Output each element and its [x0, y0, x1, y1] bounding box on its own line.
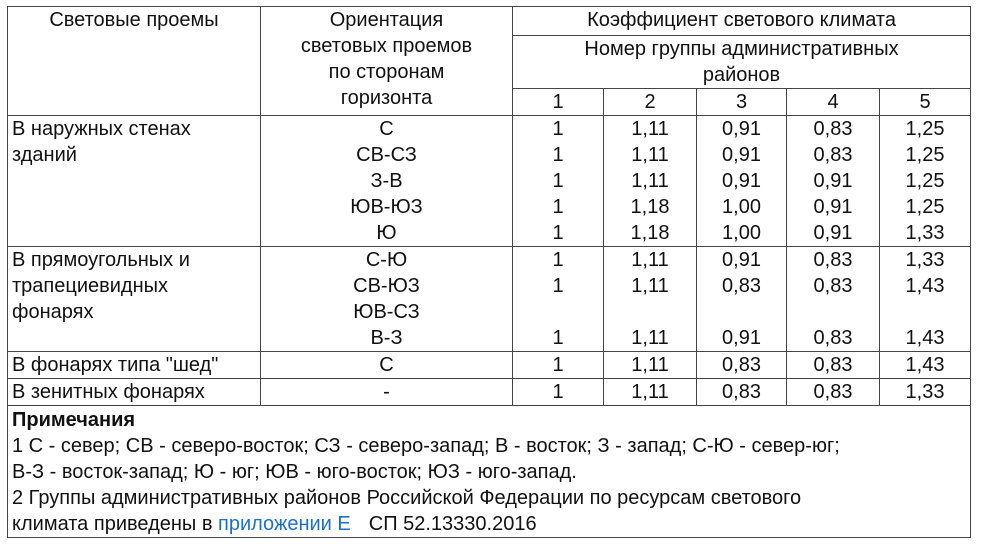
coefficient-value: 1,11: [631, 144, 669, 166]
header-group-number: [513, 36, 971, 89]
table-container: [7, 6, 970, 543]
group-5-values: [880, 352, 971, 379]
section-name-line: фонарях: [12, 301, 94, 323]
group-1-values: [513, 116, 604, 247]
orientation-value: З-В: [370, 170, 403, 192]
header-coefficient: [513, 7, 971, 36]
coefficient-value: 0,83: [722, 381, 761, 403]
coefficient-value: [604, 299, 696, 325]
group-3-values: [697, 116, 787, 247]
group-1-values: [513, 379, 604, 406]
coefficient-value: 1: [552, 222, 564, 244]
coefficient-value: 0,91: [722, 249, 761, 271]
coefficient-value: 1,11: [631, 354, 669, 376]
orientation-value: СВ-ЮЗ: [353, 275, 420, 297]
orientation-value: ЮВ-СЗ: [353, 301, 420, 323]
orientation-value: В-З: [370, 327, 403, 349]
orientation-cell: [261, 116, 513, 247]
group-3-values: [697, 247, 787, 352]
coefficient-value: 1: [552, 170, 564, 192]
coefficient-value: 1,18: [630, 222, 670, 244]
group-5-values: [880, 247, 971, 352]
section-name-line: В прямоугольных и: [12, 249, 190, 271]
group-4-values: [787, 116, 880, 247]
coefficient-value: 1,00: [722, 196, 761, 218]
section-name-line: В зенитных фонарях: [12, 381, 205, 403]
coefficient-value: 1,43: [905, 275, 945, 297]
group-2-values: [604, 352, 697, 379]
appendix-e-link[interactable]: приложении Е: [218, 513, 351, 535]
coefficient-value: 1,25: [905, 118, 945, 140]
coefficient-value: 0,91: [722, 327, 761, 349]
group-4-values: [787, 247, 880, 352]
coefficient-value: 1,00: [722, 222, 761, 244]
coefficient-value: 1,11: [631, 118, 669, 140]
coefficient-value: 1,43: [905, 354, 945, 376]
coefficient-value: [513, 299, 603, 325]
section-name-line: зданий: [12, 144, 77, 166]
coefficient-value: 0,83: [813, 118, 853, 140]
orientation-value: С: [379, 118, 394, 140]
coefficient-value: 0,91: [813, 196, 853, 218]
coefficient-value: 1: [552, 196, 564, 218]
coefficient-value: 1: [552, 354, 564, 376]
coefficient-value: 0,91: [813, 170, 853, 192]
coefficient-value: 1,25: [905, 144, 945, 166]
section-name-exterior-walls: [8, 116, 261, 247]
coefficient-value: 1,33: [905, 381, 945, 403]
coefficient-value: 1,11: [631, 381, 669, 403]
group-2-values: [604, 116, 697, 247]
coefficient-value: 1,25: [905, 170, 945, 192]
group-5-values: [880, 379, 971, 406]
coefficient-value: 0,91: [722, 118, 761, 140]
header-group-line: районов: [702, 64, 781, 86]
orientation-value: ЮВ-ЮЗ: [350, 196, 423, 218]
section-name-line: трапециевидных: [12, 275, 168, 297]
section-name-line: В наружных стенах: [12, 118, 191, 140]
table-row: [8, 247, 971, 352]
notes-cell: [8, 406, 971, 538]
notes-line-with-link: [12, 511, 970, 537]
header-group-5: 5: [880, 89, 971, 116]
header-orientation-line: горизонта: [340, 87, 433, 109]
orientation-cell: [261, 379, 513, 406]
coefficient-value: 0,83: [722, 275, 761, 297]
table-row: [8, 352, 971, 379]
coefficient-value: 1,11: [631, 249, 669, 271]
coefficient-value: 0,83: [813, 144, 853, 166]
coefficient-value: [880, 299, 970, 325]
orientation-value: СВ-СЗ: [356, 144, 417, 166]
group-4-values: [787, 352, 880, 379]
coefficient-value: [787, 299, 879, 325]
light-climate-table: [7, 6, 971, 538]
orientation-cell: [261, 352, 513, 379]
coefficient-value: 1,18: [630, 196, 670, 218]
group-1-values: [513, 352, 604, 379]
coefficient-value: 1,33: [905, 249, 945, 271]
orientation-value: -: [383, 381, 390, 403]
section-name-shed-skylights: [8, 352, 261, 379]
section-name-zenith-skylights: [8, 379, 261, 406]
coefficient-value: 1: [552, 144, 564, 166]
header-orientation-line: по сторонам: [328, 61, 445, 83]
coefficient-value: 1,43: [905, 327, 945, 349]
group-2-values: [604, 247, 697, 352]
header-group-2: 2: [604, 89, 697, 116]
header-group-1: 1: [513, 89, 604, 116]
coefficient-value: 0,91: [722, 170, 761, 192]
header-orientation-line: Ориентация: [329, 9, 444, 31]
coefficient-value: 0,83: [813, 354, 853, 376]
header-light-openings: [8, 7, 261, 116]
table-row: [8, 116, 971, 247]
orientation-cell: [261, 247, 513, 352]
coefficient-value: 1,25: [905, 196, 945, 218]
coefficient-value: 1,11: [631, 275, 669, 297]
group-3-values: [697, 379, 787, 406]
header-group-4: 4: [787, 89, 880, 116]
header-group-line: Номер группы административных: [584, 38, 899, 60]
group-5-values: [880, 116, 971, 247]
orientation-value: С: [379, 354, 394, 376]
header-coefficient-text: Коэффициент светового климата: [587, 9, 896, 31]
notes-line: 1 С - север; СВ - северо-восток; СЗ - северо-запад; В - восток; З - запад; С-Ю - север-юг;: [12, 435, 840, 457]
coefficient-value: 1,33: [905, 222, 945, 244]
coefficient-value: 0,83: [813, 327, 853, 349]
header-group-3: 3: [697, 89, 787, 116]
coefficient-value: 0,91: [813, 222, 853, 244]
group-4-values: [787, 379, 880, 406]
header-orientation-line: световых проемов: [300, 35, 473, 57]
group-3-values: [697, 352, 787, 379]
coefficient-value: 0,83: [813, 275, 853, 297]
notes-line: В-З - восток-запад; Ю - юг; ЮВ - юго-восток; ЮЗ - юго-запад.: [12, 461, 577, 483]
coefficient-value: 1: [552, 249, 564, 271]
notes-row: [8, 406, 971, 538]
table-row: [8, 379, 971, 406]
coefficient-value: [697, 299, 786, 325]
notes-title: Примечания: [12, 409, 136, 431]
coefficient-value: 1: [552, 327, 564, 349]
header-light-openings-text: Световые проемы: [49, 9, 219, 31]
section-name-line: В фонарях типа "шед": [12, 354, 219, 376]
coefficient-value: 1: [552, 381, 564, 403]
group-1-values: [513, 247, 604, 352]
coefficient-value: 0,83: [722, 354, 761, 376]
coefficient-value: 1,11: [631, 327, 669, 349]
coefficient-value: 0,91: [722, 144, 761, 166]
coefficient-value: 1: [552, 118, 564, 140]
notes-line: 2 Группы административных районов Российской Федерации по ресурсам светового: [12, 487, 802, 509]
coefficient-value: 0,83: [813, 249, 853, 271]
group-2-values: [604, 379, 697, 406]
orientation-value: Ю: [376, 222, 397, 244]
coefficient-value: 0,83: [813, 381, 853, 403]
orientation-value: С-Ю: [365, 249, 408, 271]
section-name-rectangular-skylights: [8, 247, 261, 352]
notes-text: климата приведены в: [12, 513, 219, 535]
coefficient-value: 1: [552, 275, 564, 297]
coefficient-value: 1,11: [631, 170, 669, 192]
header-orientation: [261, 7, 513, 116]
standard-reference: СП 52.13330.2016: [368, 513, 537, 535]
